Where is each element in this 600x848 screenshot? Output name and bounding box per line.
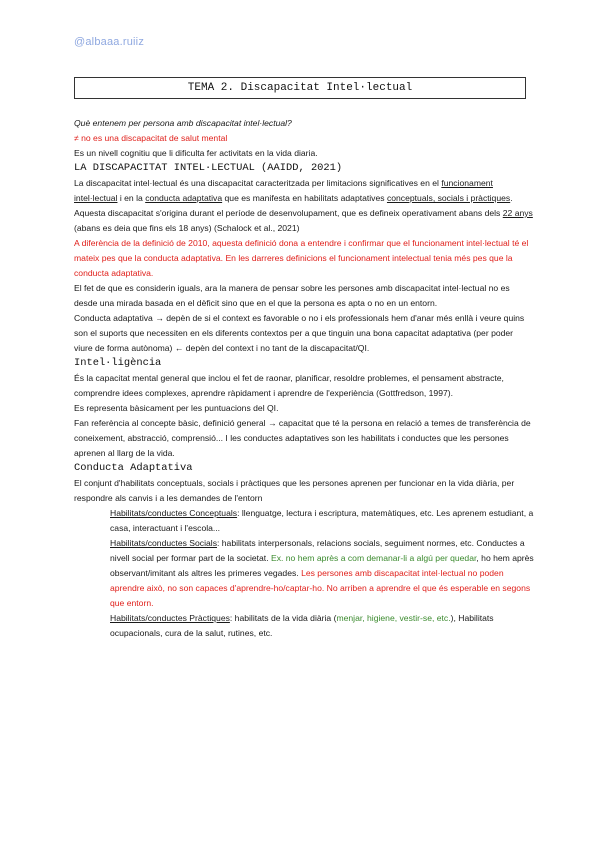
highlight-note: Les persones amb discapacitat intel·lectual no poden aprendre això, no son capaces d'aprendre-ho/captar-ho. No arriben a aprendre el que és esperable en segons que entorn. <box>110 568 531 608</box>
section1-paragraph-2: A diferència de la definició de 2010, aquesta definició dona a entendre i confirmar que el funcionament intel·lectual té el mateix pes que la conducta adaptativa. En les darreres definicions el funcionament intelectual tenia més pes que la conducta adaptativa. <box>74 238 529 278</box>
text-span: (abans es deia que fins els 18 anys) (Schalock et al., 2021) <box>74 223 300 233</box>
list-item-practiques <box>74 611 534 641</box>
text-span: : habilitats de la vida diària ( <box>229 613 337 623</box>
document-body <box>74 116 534 641</box>
example-note: Ex. no hem après a com demanar-li a algú per quedar <box>270 553 477 563</box>
underlined-term: 22 anys <box>502 208 533 218</box>
section1-paragraph-3: El fet de que es considerin iguals, ara la manera de pensar sobre les persones amb discapacitat intel·lectual no es desde una mirada basada en el dèficit sino que en el que la persona es apta o no en un entorn. <box>74 283 510 308</box>
document-title <box>74 77 526 99</box>
text-span: , ho hem après observant/imitant als altres les primeres vegades. <box>110 553 534 578</box>
text-span: : habilitats interpersonals, relacions socials, seguiment normes, etc. Conductes a nivell social per formar part de la societat. <box>110 538 525 563</box>
list-item-conceptuals <box>74 506 534 536</box>
section-heading-discapacitat: LA DISCAPACITAT INTEL·LECTUAL (AAIDD, 2021) <box>74 162 343 174</box>
underlined-term: Habilitats/conductes Conceptuals <box>110 508 238 518</box>
text-span: : llenguatge, lectura i escriptura, matemàtiques, etc. Les aprenem estudiant, a casa, interactuant i l'escola... <box>110 508 534 533</box>
section3-paragraph-1: El conjunt d'habilitats conceptuals, socials i pràctiques que les persones aprenen per funcionar en la vida diària, per respondre als canvis i a les demandes de l'entorn <box>74 478 515 503</box>
section1-paragraph-4: Conducta adaptativa → depèn de si el context es favorable o no i els professionals hem d'anar més enllà i veure quins son el suports que necessiten en els diferents contextos per a que tinguin una bona capacitat adaptativa (per poder viure de forma autònoma) ← depèn del context i no tant de la discapacitat/QI. <box>74 313 525 353</box>
list-item-socials <box>74 536 534 611</box>
text-span: . Aquesta discapacitat s'origina durant el període de desenvolupament, que es defineix operativament abans dels <box>74 193 513 218</box>
section-heading-intelligencia: Intel·ligència <box>74 357 162 369</box>
underlined-term: Habilitats/conductes Pràctiques <box>110 613 230 623</box>
intro-not-illness: ≠ no es una discapacitat de salut mental <box>74 133 228 143</box>
section-heading-conducta: Conducta Adaptativa <box>74 462 193 474</box>
text-span: ), Habilitats ocupacionals, cura de la salut, rutines, etc. <box>110 613 494 638</box>
intro-definition: Es un nivell cognitiu que li dificulta fer activitats en la vida diaria. <box>74 148 318 158</box>
underlined-term: conceptuals, socials i pràctiques <box>386 193 511 203</box>
author-handle: @albaaa.ruiiz <box>74 36 145 48</box>
text-span: que es manifesta en habilitats adaptatives <box>222 193 387 203</box>
section1-paragraph-1 <box>74 176 534 236</box>
section2-paragraph-3: Fan referència al concepte bàsic, definició general → capacitat que té la persona en relació a temes de transferència de coneixement, abstracció, comprensió... I les conductes adaptatives son les habilitats i conductes que les persones aprenen al llarg de la vida. <box>74 418 531 458</box>
text-span: La discapacitat intel·lectual és una discapacitat caracteritzada per limitacions significatives en el <box>74 178 442 188</box>
example-note: menjar, higiene, vestir-se, etc. <box>336 613 451 623</box>
text-span: i en la <box>117 193 146 203</box>
section2-paragraph-1: És la capacitat mental general que inclou el fet de raonar, planificar, resoldre problemes, el pensament abstracte, comprendre idees complexes, aprendre ràpidament i aprendre de l'experiència (Gottfredson, 1997). <box>74 373 504 398</box>
underlined-term: funcionament intel·lectual <box>74 178 493 203</box>
underlined-term: conducta adaptativa <box>145 193 223 203</box>
underlined-term: Habilitats/conductes Socials <box>110 538 217 548</box>
document-title-text: TEMA 2. Discapacitat Intel·lectual <box>187 82 413 94</box>
intro-question: Què entenem per persona amb discapacitat intel·lectual? <box>74 118 292 128</box>
section2-paragraph-2: Es representa bàsicament per les puntuacions del QI. <box>74 403 279 413</box>
